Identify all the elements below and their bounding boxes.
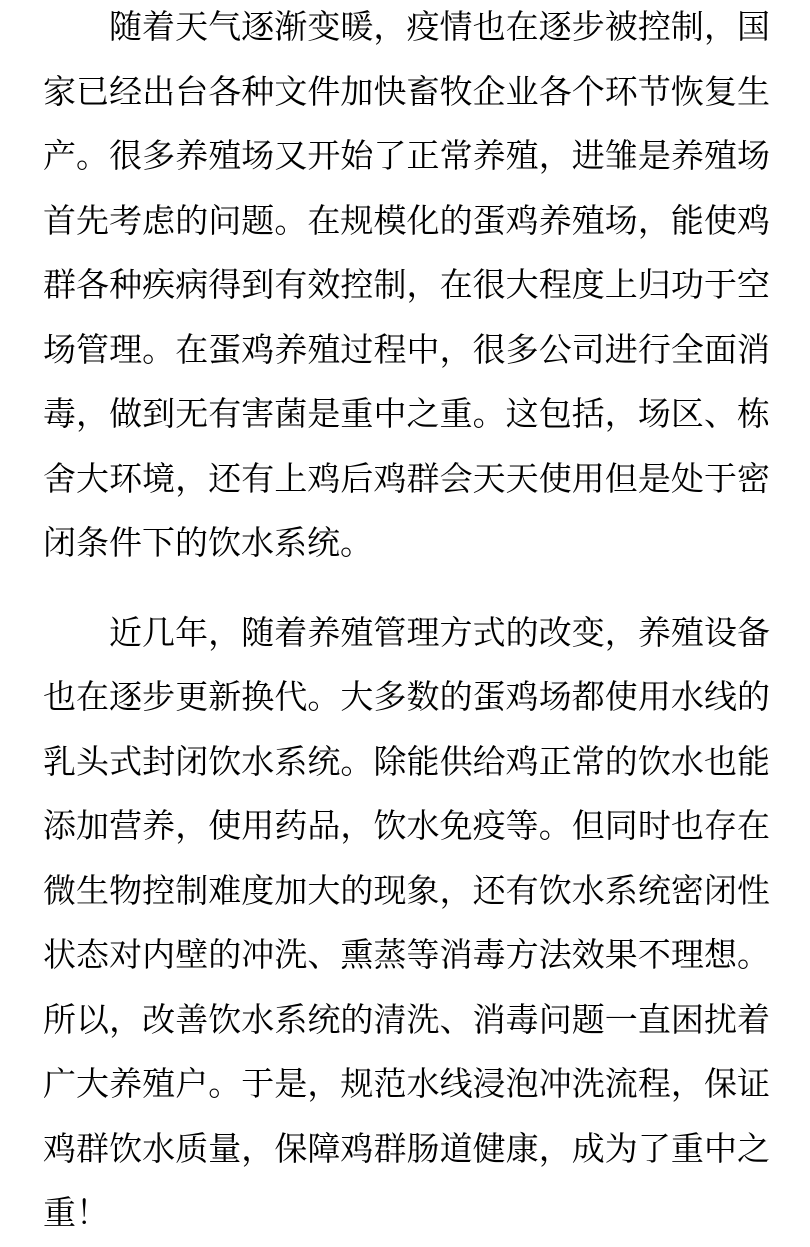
paragraph-waterline-systems: 近几年，随着养殖管理方式的改变，养殖设备也在逐步更新换代。大多数的蛋鸡场都使用水线的乳头式封闭饮水系统。除能供给鸡正常的饮水也能添加营养，使用药品，饮水免疫等。但同时也存在微生物控制难度加大的现象，还有饮水系统密闭性状态对内壁的冲洗、熏蒸等消毒方法效果不理想。所以，改善饮水系统的清洗、消毒问题一直困扰着广大养殖户。于是，规范水线浸泡冲洗流程，保证鸡群饮水质量，保障鸡群肠道健康，成为了重中之重！ <box>43 612 770 1232</box>
paragraph-epidemic-recovery: 随着天气逐渐变暖，疫情也在逐步被控制，国家已经出台各种文件加快畜牧企业各个环节恢复生产。很多养殖场又开始了正常养殖，进雏是养殖场首先考虑的问题。在规模化的蛋鸡养殖场，能使鸡群各种疾病得到有效控制，在很大程度上归功于空场管理。在蛋鸡养殖过程中，很多公司进行全面消毒，做到无有害菌是重中之重。这包括，场区、栋舍大环境，还有上鸡后鸡群会天天使用但是处于密闭条件下的饮水系统。 <box>43 7 770 562</box>
